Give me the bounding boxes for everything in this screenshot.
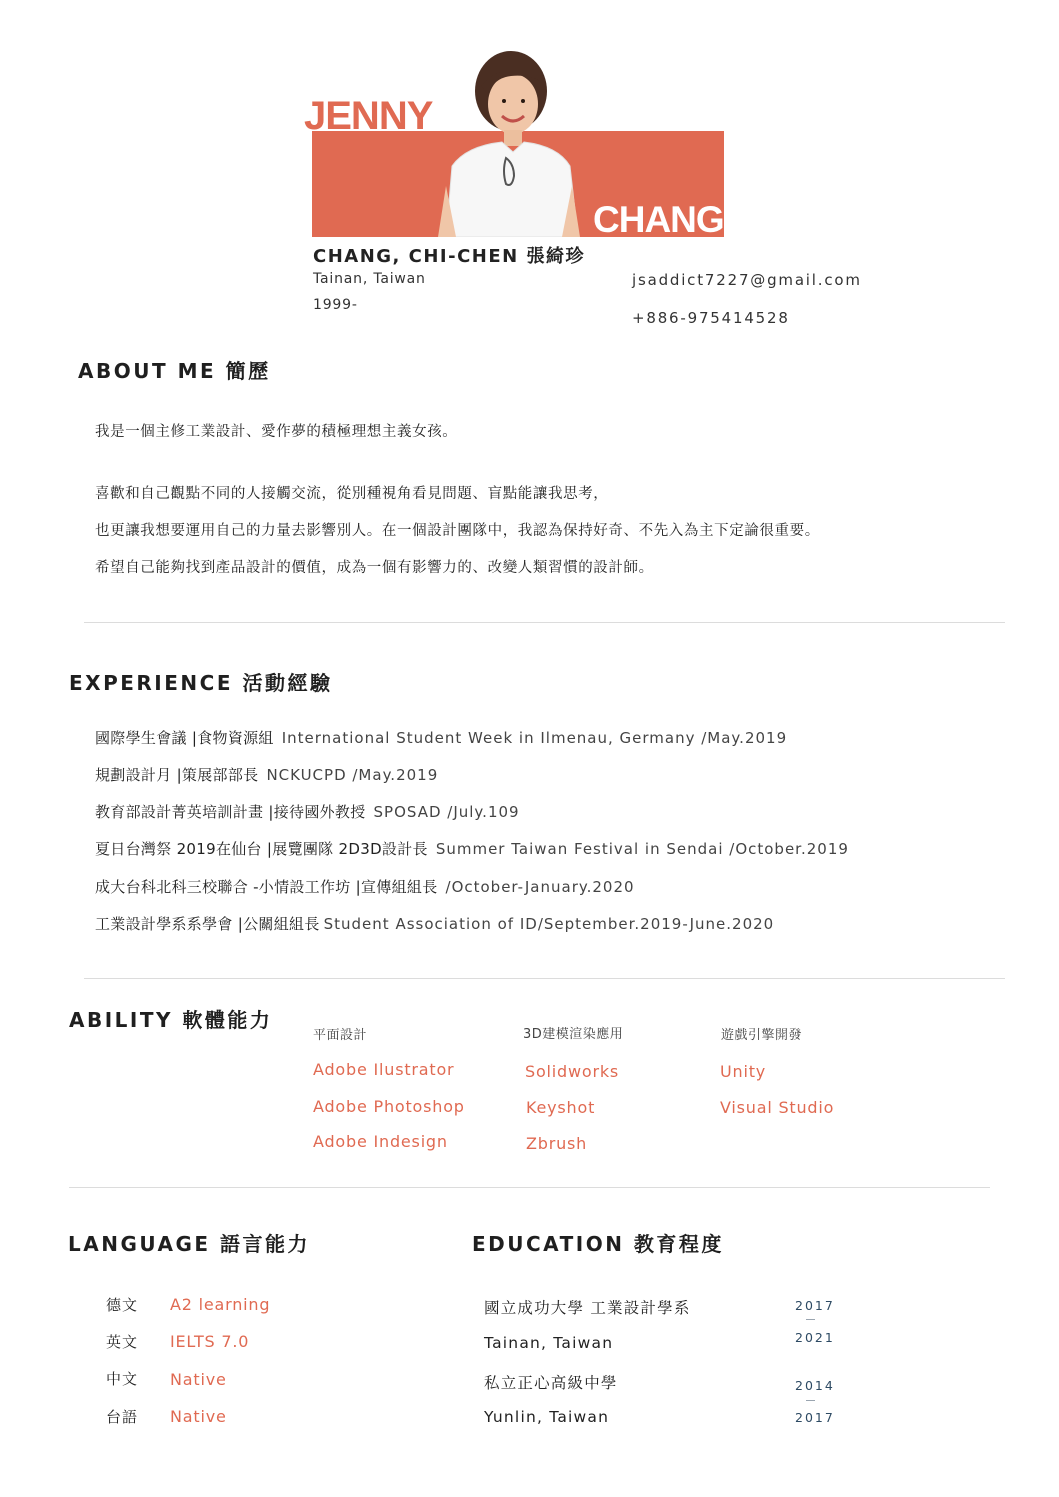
about-line: 喜歡和自己觀點不同的人接觸交流，從別種視角看見問題、盲點能讓我思考， [95,486,609,502]
education-end-year: 2021 [795,1330,835,1345]
language-name: 中文 [106,1370,139,1388]
skill-item: Visual Studio [720,1098,835,1117]
skill-item: Zbrush [526,1134,588,1153]
experience-item [95,876,635,897]
first-name: JENNY [304,94,433,138]
experience-item [95,913,774,934]
year-separator [806,1400,815,1401]
experience-item [95,801,520,822]
location: Tainan, Taiwan [313,271,426,287]
email[interactable]: jsaddict7227@gmail.com [632,271,862,289]
skill-item: Adobe Ilustrator [313,1060,455,1079]
language-level: Native [170,1407,227,1426]
experience-role: 規劃設計月 |策展部部長 [95,766,259,784]
experience-role: 成大台科北科三校聯合 -小情設工作坊 |宣傳組組長 [95,878,438,896]
education-start-year: 2014 [795,1378,835,1393]
education-school: 私立正心高級中學 [484,1374,618,1392]
experience-detail: NCKUCPD /May.2019 [266,766,439,784]
experience-detail: Summer Taiwan Festival in Sendai /October.2019 [435,840,849,858]
ability-category: 遊戲引擎開發 [721,1028,803,1043]
experience-detail: SPOSAD /July.109 [373,803,520,821]
education-heading: EDUCATION 教育程度 [472,1232,724,1256]
experience-detail: International Student Week in Ilmenau, Germany /May.2019 [281,729,788,747]
language-level: A2 learning [170,1295,271,1314]
language-level: Native [170,1370,227,1389]
experience-item [95,764,438,785]
experience-detail: /October-January.2020 [445,878,635,896]
ability-category: 平面設計 [313,1028,368,1043]
experience-role: 國際學生會議 |食物資源組 [95,729,274,747]
experience-item [95,727,787,748]
language-name: 德文 [106,1296,139,1314]
skill-item: Solidworks [525,1062,620,1081]
language-level: IELTS 7.0 [170,1332,250,1351]
education-place: Tainan, Taiwan [484,1334,614,1352]
about-line: 也更讓我想要運用自己的力量去影響別人。在一個設計團隊中，我認為保持好奇、不先入為主下定論很重要。 [95,523,820,539]
skill-item: Keyshot [526,1098,596,1117]
experience-role: 教育部設計菁英培訓計畫 |接待國外教授 [95,803,366,821]
about-line: 我是一個主修工業設計、愛作夢的積極理想主義女孩。 [95,424,458,440]
skill-item: Unity [720,1062,767,1081]
language-name: 台語 [106,1408,139,1426]
ability-category: 3D建模渲染應用 [523,1027,624,1042]
education-place: Yunlin, Taiwan [484,1408,610,1426]
about-heading: ABOUT ME 簡歷 [78,359,271,383]
experience-role: 工業設計學系系學會 |公關組組長 [95,915,320,933]
skill-item: Adobe Photoshop [313,1097,465,1116]
phone[interactable]: +886-975414528 [632,309,790,327]
experience-detail: Student Association of ID/September.2019-June.2020 [323,915,775,933]
year-separator [806,1319,815,1320]
experience-role: 夏日台灣祭 2019在仙台 |展覽團隊 2D3D設計長 [95,840,428,858]
birth-year: 1999- [313,297,358,313]
language-name: 英文 [106,1333,139,1351]
experience-heading: EXPERIENCE 活動經驗 [69,671,333,695]
ability-heading: ABILITY 軟體能力 [69,1008,273,1032]
about-line: 希望自己能夠找到產品設計的價值，成為一個有影響力的、改變人類習慣的設計師。 [95,560,654,576]
last-name: CHANG [593,201,724,238]
language-heading: LANGUAGE 語言能力 [68,1232,311,1256]
divider [84,978,1005,979]
skill-item: Adobe Indesign [313,1132,448,1151]
divider [84,622,1005,623]
education-end-year: 2017 [795,1410,835,1425]
divider [69,1187,990,1188]
full-name: CHANG, CHI-CHEN 張綺珍 [313,246,585,267]
education-start-year: 2017 [795,1298,835,1313]
education-school: 國立成功大學 工業設計學系 [484,1299,691,1317]
profile-photo [436,46,582,237]
experience-item [95,838,849,859]
